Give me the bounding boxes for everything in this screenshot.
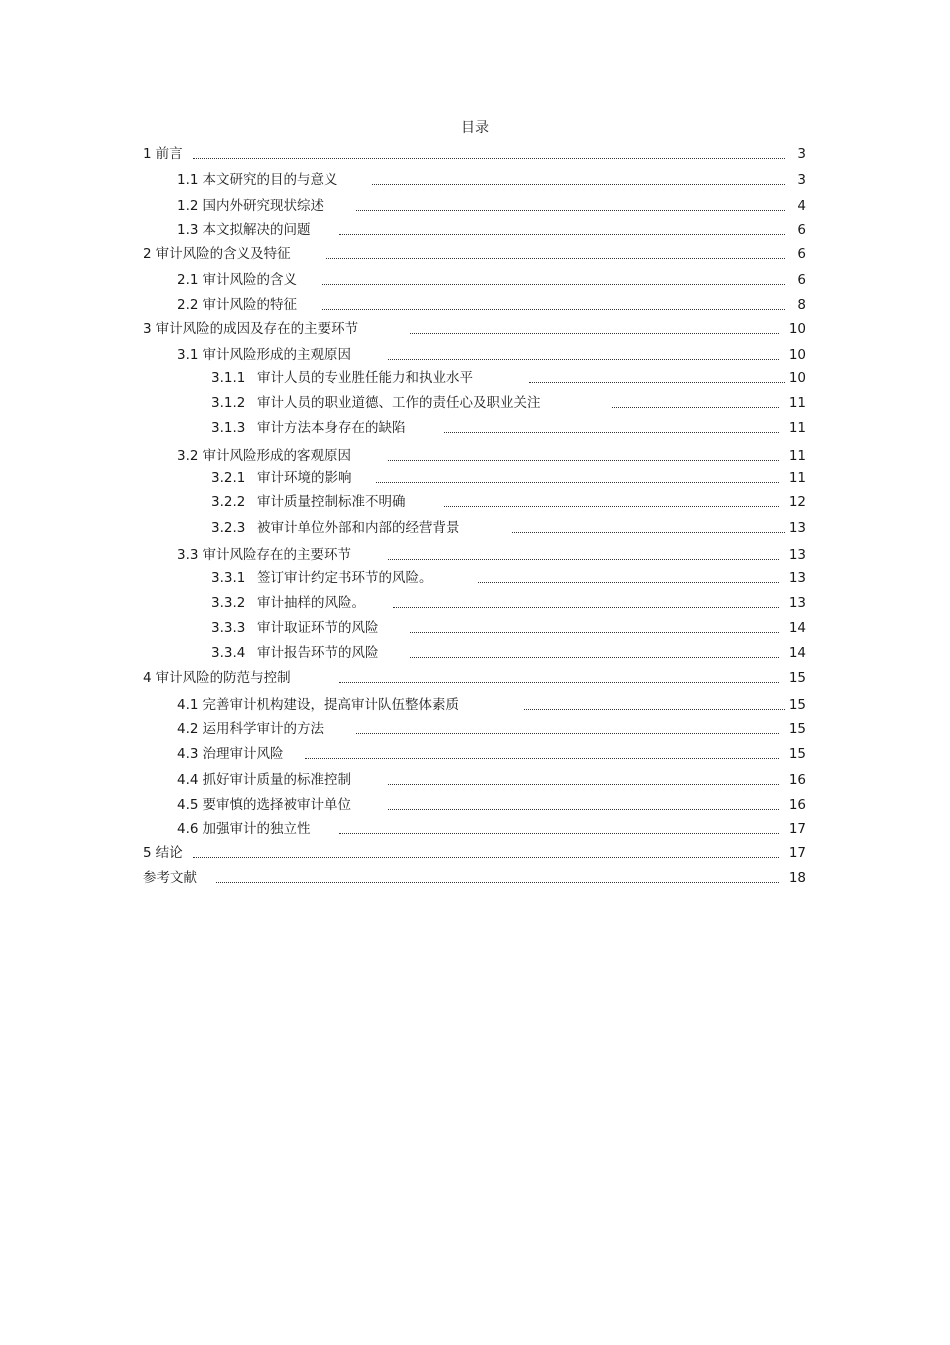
toc-entry-text: 审计人员的职业道德、工作的责任心及职业关注 bbox=[257, 395, 541, 411]
toc-entry-number: 1.1 bbox=[177, 172, 199, 188]
toc-page-number: 6 bbox=[797, 272, 806, 288]
toc-dot-leader bbox=[372, 184, 785, 185]
toc-dot-leader bbox=[410, 333, 779, 334]
toc-entry-text: 审计风险的含义及特征 bbox=[155, 246, 291, 262]
toc-entry-label bbox=[211, 418, 406, 438]
toc-entry-number: 4.4 bbox=[177, 772, 199, 788]
toc-entry-label bbox=[211, 492, 406, 512]
toc-entry[interactable] bbox=[0, 795, 950, 815]
toc-dot-leader bbox=[388, 460, 779, 461]
toc-entry-number: 3.3.1 bbox=[211, 570, 246, 586]
toc-page-number: 15 bbox=[788, 721, 806, 737]
toc-dot-leader bbox=[388, 559, 779, 560]
toc-dot-leader bbox=[393, 607, 779, 608]
toc-entry-number: 3.1.2 bbox=[211, 395, 246, 411]
toc-entry-label bbox=[211, 618, 379, 638]
toc-entry[interactable] bbox=[0, 568, 950, 588]
toc-entry[interactable] bbox=[0, 593, 950, 613]
toc-page-number: 17 bbox=[788, 821, 806, 837]
toc-entry-text: 审计取证环节的风险 bbox=[257, 620, 379, 636]
toc-entry-number: 3.2.3 bbox=[211, 520, 246, 536]
toc-entry[interactable] bbox=[0, 770, 950, 790]
toc-entry[interactable] bbox=[0, 695, 950, 715]
toc-entry-text: 本文拟解决的问题 bbox=[202, 222, 311, 238]
toc-entry-label bbox=[177, 695, 459, 715]
toc-entry-number: 5 bbox=[143, 845, 152, 861]
toc-entry[interactable] bbox=[0, 868, 950, 888]
toc-page-number: 12 bbox=[788, 494, 806, 510]
toc-entry-label bbox=[143, 144, 183, 164]
toc-page-number: 3 bbox=[797, 146, 806, 162]
toc-entry-number: 1.3 bbox=[177, 222, 199, 238]
toc-page-number: 14 bbox=[788, 645, 806, 661]
toc-entry-text: 参考文献 bbox=[143, 870, 197, 886]
toc-entry[interactable] bbox=[0, 270, 950, 290]
toc-entry-label bbox=[211, 518, 460, 538]
toc-entry-label bbox=[211, 393, 541, 413]
toc-entry-number: 4.6 bbox=[177, 821, 199, 837]
toc-entry[interactable] bbox=[0, 418, 950, 438]
toc-title: 目录 bbox=[461, 120, 489, 136]
toc-entry-label bbox=[211, 368, 473, 388]
toc-page-number: 15 bbox=[788, 670, 806, 686]
toc-entry[interactable] bbox=[0, 345, 950, 365]
toc-page-number: 16 bbox=[788, 797, 806, 813]
toc-page-number: 13 bbox=[788, 570, 806, 586]
toc-entry[interactable] bbox=[0, 744, 950, 764]
toc-page-number: 15 bbox=[788, 697, 806, 713]
toc-dot-leader bbox=[388, 359, 779, 360]
toc-page-number: 11 bbox=[788, 448, 806, 464]
toc-entry-number: 4.3 bbox=[177, 746, 199, 762]
toc-page-number: 8 bbox=[797, 297, 806, 313]
toc-entry[interactable] bbox=[0, 668, 950, 688]
toc-entry-text: 审计风险的含义 bbox=[202, 272, 297, 288]
toc-dot-leader bbox=[193, 158, 785, 159]
toc-entry-text: 完善审计机构建设，提高审计队伍整体素质 bbox=[202, 697, 459, 713]
toc-entry-label bbox=[177, 719, 324, 739]
toc-dot-leader bbox=[444, 432, 779, 433]
toc-entry-number: 3.3 bbox=[177, 547, 199, 563]
toc-entry[interactable] bbox=[0, 618, 950, 638]
toc-entry-text: 前言 bbox=[155, 146, 183, 162]
toc-page-number: 3 bbox=[797, 172, 806, 188]
toc-entry-number: 2.1 bbox=[177, 272, 199, 288]
toc-dot-leader bbox=[193, 857, 779, 858]
toc-entry-number: 3.2.1 bbox=[211, 470, 246, 486]
toc-page-number: 11 bbox=[788, 395, 806, 411]
toc-entry[interactable] bbox=[0, 196, 950, 216]
toc-dot-leader bbox=[339, 833, 779, 834]
toc-page-number: 10 bbox=[788, 321, 806, 337]
toc-entry-number: 3.1 bbox=[177, 347, 199, 363]
toc-entry-label bbox=[143, 668, 291, 688]
toc-entry-text: 审计环境的影响 bbox=[257, 470, 352, 486]
toc-page-number: 18 bbox=[788, 870, 806, 886]
toc-entry-text: 审计质量控制标准不明确 bbox=[257, 494, 406, 510]
toc-entry-text: 审计方法本身存在的缺陷 bbox=[257, 420, 406, 436]
toc-entry-label bbox=[177, 196, 324, 216]
toc-entry-text: 抓好审计质量的标准控制 bbox=[202, 772, 351, 788]
toc-dot-leader bbox=[410, 657, 779, 658]
toc-entry-text: 审计风险的防范与控制 bbox=[155, 670, 291, 686]
toc-entry-text: 审计人员的专业胜任能力和执业水平 bbox=[257, 370, 473, 386]
toc-entry-text: 被审计单位外部和内部的经营背景 bbox=[257, 520, 460, 536]
toc-dot-leader bbox=[326, 258, 785, 259]
toc-entry-label bbox=[177, 345, 351, 365]
toc-entry-label bbox=[211, 568, 433, 588]
toc-entry-label bbox=[211, 643, 379, 663]
toc-entry-number: 4.1 bbox=[177, 697, 199, 713]
toc-entry-label bbox=[143, 244, 291, 264]
toc-entry-number: 3.1.3 bbox=[211, 420, 246, 436]
toc-entry-text: 签订审计约定书环节的风险。 bbox=[257, 570, 433, 586]
toc-dot-leader bbox=[529, 382, 785, 383]
toc-page-number: 13 bbox=[788, 595, 806, 611]
toc-entry[interactable] bbox=[0, 319, 950, 339]
toc-dot-leader bbox=[305, 758, 779, 759]
toc-entry-text: 审计风险形成的客观原因 bbox=[202, 448, 351, 464]
toc-entry-label bbox=[211, 468, 352, 488]
toc-dot-leader bbox=[478, 582, 779, 583]
toc-page-number: 6 bbox=[797, 222, 806, 238]
toc-entry[interactable] bbox=[0, 393, 950, 413]
toc-entry[interactable] bbox=[0, 518, 950, 538]
toc-entry-text: 要审慎的选择被审计单位 bbox=[202, 797, 351, 813]
toc-entry-label bbox=[177, 819, 310, 839]
toc-entry[interactable] bbox=[0, 244, 950, 264]
toc-entry-number: 3.2 bbox=[177, 448, 199, 464]
toc-dot-leader bbox=[524, 709, 785, 710]
toc-entry[interactable] bbox=[0, 468, 950, 488]
toc-entry-label bbox=[177, 270, 297, 290]
toc-page-number: 13 bbox=[788, 520, 806, 536]
toc-entry-label bbox=[177, 744, 283, 764]
toc-dot-leader bbox=[216, 882, 779, 883]
toc-page-number: 16 bbox=[788, 772, 806, 788]
toc-dot-leader bbox=[322, 284, 785, 285]
toc-entry-number: 1.2 bbox=[177, 198, 199, 214]
toc-page-number: 17 bbox=[788, 845, 806, 861]
toc-entry[interactable] bbox=[0, 719, 950, 739]
toc-dot-leader bbox=[410, 632, 779, 633]
toc-page-number: 11 bbox=[788, 470, 806, 486]
toc-dot-leader bbox=[339, 234, 785, 235]
toc-entry-number: 4.2 bbox=[177, 721, 199, 737]
toc-dot-leader bbox=[376, 482, 779, 483]
toc-page-number: 6 bbox=[797, 246, 806, 262]
toc-entry[interactable] bbox=[0, 295, 950, 315]
toc-dot-leader bbox=[388, 809, 779, 810]
toc-entry-number: 3.3.4 bbox=[211, 645, 246, 661]
toc-entry-number: 3.3.2 bbox=[211, 595, 246, 611]
toc-page-number: 15 bbox=[788, 746, 806, 762]
toc-entry-text: 审计风险的特征 bbox=[202, 297, 297, 313]
toc-entry-number: 4 bbox=[143, 670, 152, 686]
toc-dot-leader bbox=[512, 532, 785, 533]
toc-entry[interactable] bbox=[0, 144, 950, 164]
toc-entry-text: 本文研究的目的与意义 bbox=[202, 172, 338, 188]
toc-entry-number: 1 bbox=[143, 146, 152, 162]
toc-entry-number: 3 bbox=[143, 321, 152, 337]
toc-page-number: 10 bbox=[788, 347, 806, 363]
toc-page-number: 10 bbox=[788, 370, 806, 386]
toc-entry[interactable] bbox=[0, 819, 950, 839]
toc-entry-label bbox=[143, 868, 197, 888]
toc-dot-leader bbox=[339, 682, 779, 683]
toc-entry-text: 审计风险存在的主要环节 bbox=[202, 547, 351, 563]
toc-entry-label bbox=[211, 593, 365, 613]
toc-entry-number: 3.1.1 bbox=[211, 370, 246, 386]
toc-dot-leader bbox=[612, 407, 779, 408]
toc-page-number: 11 bbox=[788, 420, 806, 436]
toc-dot-leader bbox=[388, 784, 779, 785]
toc-page-number: 4 bbox=[797, 198, 806, 214]
toc-entry-text: 结论 bbox=[155, 845, 183, 861]
toc-entry-label bbox=[143, 843, 183, 863]
toc-entry-text: 运用科学审计的方法 bbox=[202, 721, 324, 737]
toc-entry[interactable] bbox=[0, 170, 950, 190]
toc-dot-leader bbox=[356, 210, 785, 211]
toc-entry[interactable] bbox=[0, 492, 950, 512]
toc-entry-text: 国内外研究现状综述 bbox=[202, 198, 324, 214]
toc-page-number: 14 bbox=[788, 620, 806, 636]
toc-entry[interactable] bbox=[0, 446, 950, 466]
toc-entry-text: 治理审计风险 bbox=[202, 746, 284, 762]
toc-entry-number: 2.2 bbox=[177, 297, 199, 313]
toc-dot-leader bbox=[356, 733, 779, 734]
toc-entry-label bbox=[177, 795, 351, 815]
toc-entry-label bbox=[177, 220, 310, 240]
toc-dot-leader bbox=[322, 309, 785, 310]
toc-page-number: 13 bbox=[788, 547, 806, 563]
toc-entry[interactable] bbox=[0, 368, 950, 388]
toc-entry-number: 2 bbox=[143, 246, 152, 262]
toc-entry-label bbox=[177, 170, 337, 190]
toc-entry[interactable] bbox=[0, 643, 950, 663]
toc-entry-text: 审计抽样的风险。 bbox=[257, 595, 365, 611]
toc-entry-label bbox=[177, 295, 297, 315]
toc-entry-label bbox=[177, 770, 351, 790]
toc-entry-text: 审计风险的成因及存在的主要环节 bbox=[155, 321, 359, 337]
toc-entry-number: 3.2.2 bbox=[211, 494, 246, 510]
toc-entry-text: 审计风险形成的主观原因 bbox=[202, 347, 351, 363]
toc-entry-label bbox=[143, 319, 358, 339]
toc-entry-label bbox=[177, 446, 351, 466]
toc-entry-number: 4.5 bbox=[177, 797, 199, 813]
toc-entry[interactable] bbox=[0, 843, 950, 863]
toc-dot-leader bbox=[444, 506, 779, 507]
toc-entry-label bbox=[177, 545, 351, 565]
toc-entry[interactable] bbox=[0, 220, 950, 240]
toc-entry[interactable] bbox=[0, 545, 950, 565]
toc-entry-text: 审计报告环节的风险 bbox=[257, 645, 379, 661]
toc-entry-number: 3.3.3 bbox=[211, 620, 246, 636]
toc-entry-text: 加强审计的独立性 bbox=[202, 821, 311, 837]
